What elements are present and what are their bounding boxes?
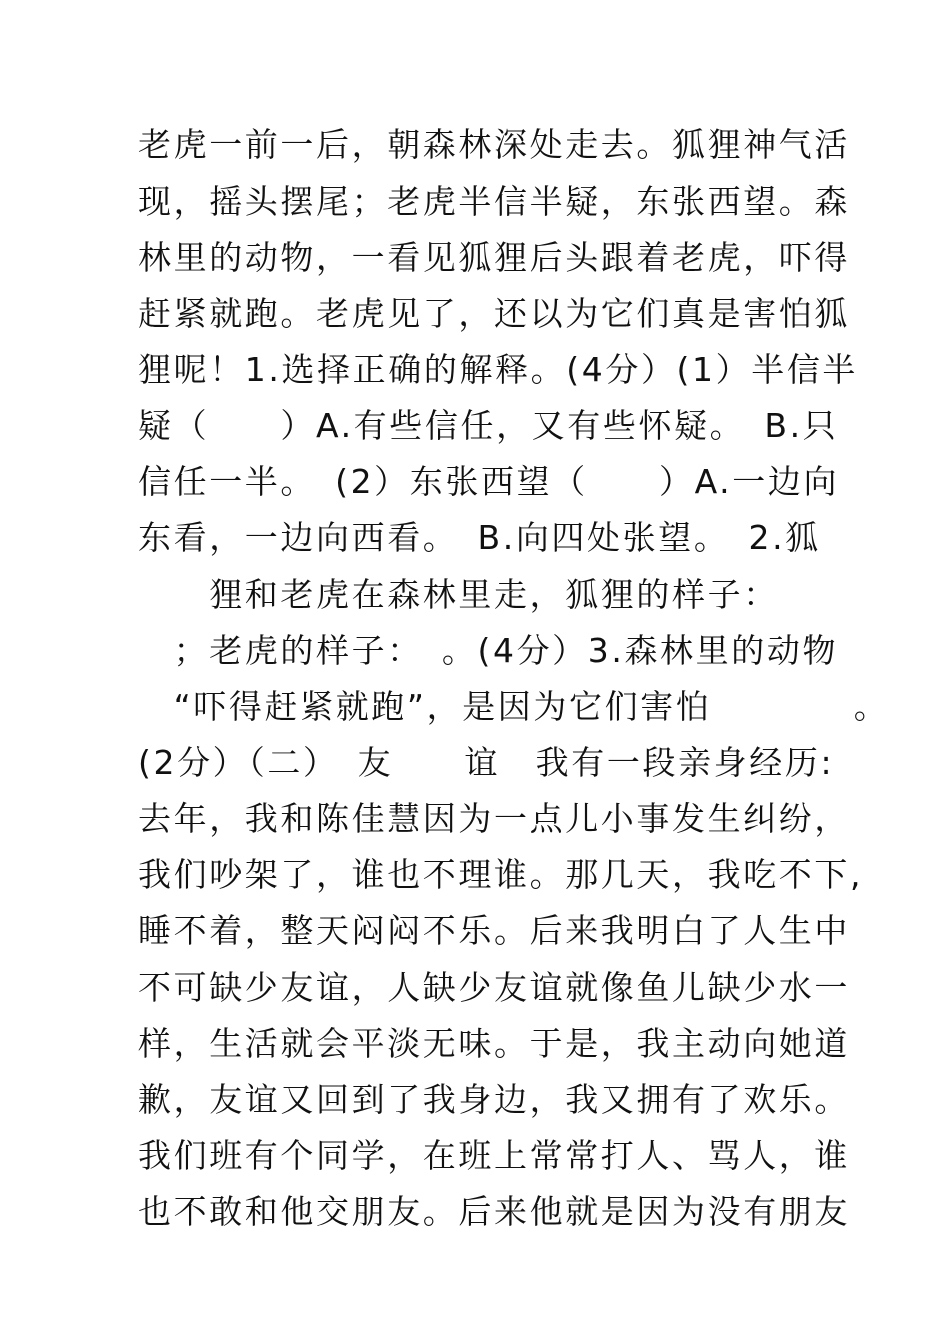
text-line: 疑（ ）A.有些信任，又有些怀疑。 B.只 xyxy=(138,406,839,445)
text-line: 歉，友谊又回到了我身边，我又拥有了欢乐。 xyxy=(138,1080,850,1119)
text-line: 狸呢！1.选择正确的解释。(4分）(1）半信半 xyxy=(138,350,859,389)
text-line: 我们吵架了，谁也不理谁。那几天，我吃不下, xyxy=(138,855,864,894)
text-line: 狸和老虎在森林里走，狐狸的样子： xyxy=(138,575,779,614)
text-line: 去年，我和陈佳慧因为一点儿小事发生纠纷， xyxy=(138,799,850,838)
text-line: 也不敢和他交朋友。后来他就是因为没有朋友 xyxy=(138,1192,850,1231)
text-line: (2分）（二） 友 谊 我有一段亲身经历: xyxy=(138,743,835,782)
text-line: 睡不着，整天闷闷不乐。后来我明白了人生中 xyxy=(138,911,850,950)
text-line: 东看，一边向西看。 B.向四处张望。 2.狐 xyxy=(138,518,821,557)
text-line: ；老虎的样子： 。(4分）3.森林里的动物 xyxy=(138,631,839,670)
text-line: 样，生活就会平淡无味。于是，我主动向她道 xyxy=(138,1024,850,1063)
text-line: 林里的动物，一看见狐狸后头跟着老虎，吓得 xyxy=(138,238,850,277)
text-line: 老虎一前一后，朝森林深处走去。狐狸神气活 xyxy=(138,125,850,164)
text-line: 赶紧就跑。老虎见了，还以为它们真是害怕狐 xyxy=(138,294,850,333)
text-line: 我们班有个同学，在班上常常打人、骂人，谁 xyxy=(138,1136,850,1175)
text-line: “吓得赶紧就跑”，是因为它们害怕 。 xyxy=(138,687,890,726)
text-line: 现，摇头摆尾；老虎半信半疑，东张西望。森 xyxy=(138,182,850,221)
text-line: 不可缺少友谊，人缺少友谊就像鱼儿缺少水一 xyxy=(138,968,850,1007)
text-line: 信任一半。 (2）东张西望（ ）A.一边向 xyxy=(138,462,840,501)
